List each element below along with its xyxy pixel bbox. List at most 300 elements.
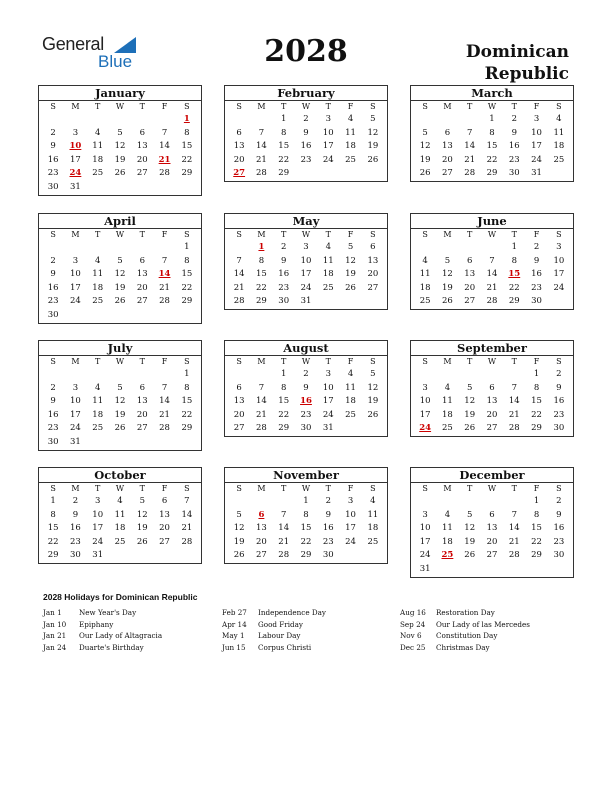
holiday-name: Our Lady of Altagracia: [79, 631, 163, 640]
day-cell: 7: [511, 382, 517, 393]
empty-day-cell: [503, 495, 525, 509]
day-cell: 1: [511, 242, 517, 252]
day-cell: 13: [367, 255, 379, 266]
country-title: Dominican Republic: [465, 42, 569, 84]
day-cell: 23: [47, 423, 59, 434]
weekday-header: S: [370, 230, 376, 239]
day-cell: 13: [486, 396, 498, 407]
weekday-header: F: [347, 357, 354, 366]
day-cell: 7: [161, 255, 168, 266]
holiday-day-cell: 27: [233, 168, 246, 179]
weekday-header: S: [422, 102, 428, 111]
month-name: September: [411, 341, 573, 356]
day-cell: 21: [464, 154, 476, 165]
weekday-header: S: [50, 102, 56, 111]
empty-day-cell: [64, 113, 86, 127]
empty-day-cell: [414, 241, 436, 255]
day-cell: 28: [256, 423, 267, 434]
day-cell: 26: [114, 168, 126, 179]
month-name: March: [411, 86, 573, 101]
day-cell: 25: [345, 409, 356, 420]
day-cell: 8: [280, 382, 287, 393]
day-cell: 17: [345, 523, 356, 534]
day-cell: 4: [556, 114, 562, 124]
day-grid: [39, 229, 201, 323]
month-calendar-july: [38, 340, 202, 451]
day-cell: 7: [466, 127, 473, 138]
day-cell: 8: [258, 255, 265, 266]
empty-day-cell: [64, 368, 86, 382]
day-cell: 3: [94, 496, 101, 506]
holiday-name: Epiphany: [79, 619, 114, 629]
day-cell: 9: [556, 382, 562, 393]
day-cell: 20: [136, 154, 148, 165]
empty-day-cell: [436, 495, 458, 509]
day-cell: 21: [181, 523, 193, 534]
day-cell: 28: [508, 550, 520, 561]
day-cell: 30: [322, 550, 334, 561]
day-cell: 29: [181, 168, 193, 179]
holiday-date: Feb 27: [222, 608, 247, 617]
day-cell: 25: [553, 154, 565, 165]
month-name: October: [39, 468, 201, 483]
day-cell: 19: [114, 154, 126, 165]
day-cell: 6: [139, 382, 145, 393]
day-cell: 16: [47, 282, 59, 293]
day-cell: 14: [278, 523, 290, 534]
day-cell: 26: [114, 296, 126, 307]
day-cell: 2: [325, 496, 331, 506]
empty-day-cell: [109, 241, 131, 255]
day-cell: 9: [303, 382, 309, 393]
weekday-header: T: [95, 484, 101, 493]
day-cell: 11: [345, 127, 356, 138]
day-cell: 5: [422, 127, 428, 138]
day-cell: 15: [181, 269, 193, 280]
empty-day-cell: [436, 368, 458, 382]
day-cell: 4: [94, 382, 101, 393]
empty-day-cell: [228, 368, 250, 382]
day-cell: 9: [280, 255, 287, 266]
day-cell: 12: [136, 509, 148, 520]
day-cell: 10: [70, 269, 81, 280]
day-cell: 16: [300, 141, 312, 152]
weekday-header: S: [422, 484, 428, 493]
month-name: August: [225, 341, 387, 356]
weekday-header: W: [487, 357, 497, 366]
day-cell: 20: [233, 154, 245, 165]
day-cell: 21: [486, 282, 498, 293]
day-cell: 29: [278, 168, 290, 179]
month-name: February: [225, 86, 387, 101]
day-cell: 12: [114, 269, 126, 280]
empty-day-cell: [153, 113, 175, 127]
day-cell: 11: [442, 396, 453, 407]
weekday-header: W: [301, 357, 311, 366]
day-cell: 28: [256, 168, 267, 179]
empty-day-cell: [250, 113, 272, 127]
holiday-row: [222, 607, 412, 619]
day-cell: 24: [300, 282, 312, 293]
day-cell: 29: [531, 423, 542, 434]
day-cell: 5: [466, 382, 473, 393]
day-cell: 19: [464, 536, 476, 547]
day-cell: 18: [442, 536, 453, 547]
weekday-header: S: [556, 102, 562, 111]
day-cell: 21: [159, 409, 170, 420]
day-cell: 23: [300, 409, 312, 420]
day-cell: 28: [508, 423, 520, 434]
day-cell: 16: [47, 409, 59, 420]
holiday-day-cell: 24: [69, 168, 82, 179]
day-cell: 10: [322, 382, 334, 393]
day-cell: 27: [486, 423, 498, 434]
day-cell: 2: [303, 369, 309, 379]
day-cell: 25: [322, 282, 334, 293]
day-cell: 25: [92, 168, 104, 179]
day-cell: 2: [303, 114, 309, 124]
day-cell: 11: [553, 127, 565, 138]
weekday-header: S: [236, 484, 242, 493]
day-cell: 21: [508, 536, 520, 547]
day-cell: 8: [533, 382, 540, 393]
day-cell: 15: [278, 141, 290, 152]
day-cell: 6: [161, 496, 168, 506]
weekday-header: T: [511, 357, 517, 366]
weekday-header: F: [161, 357, 168, 366]
day-cell: 28: [159, 423, 170, 434]
day-cell: 18: [92, 154, 104, 165]
weekday-header: S: [370, 484, 376, 493]
weekday-header: S: [556, 484, 562, 493]
day-cell: 17: [92, 523, 104, 534]
day-cell: 12: [464, 523, 476, 534]
day-cell: 5: [117, 382, 123, 393]
day-cell: 30: [47, 181, 59, 192]
day-cell: 25: [345, 154, 356, 165]
day-cell: 7: [161, 127, 168, 138]
day-cell: 23: [531, 282, 542, 293]
day-cell: 27: [233, 423, 245, 434]
day-cell: 11: [92, 141, 104, 152]
day-cell: 3: [347, 496, 354, 506]
day-cell: 22: [300, 536, 312, 547]
weekday-header: M: [443, 357, 452, 366]
day-cell: 18: [92, 409, 104, 420]
weekday-header: S: [184, 230, 190, 239]
day-cell: 27: [486, 550, 498, 561]
day-cell: 18: [114, 523, 126, 534]
holiday-date: Jan 24: [43, 642, 67, 652]
day-cell: 7: [184, 496, 190, 506]
weekday-header: W: [115, 102, 125, 111]
day-cell: 3: [422, 509, 428, 520]
day-cell: 4: [94, 255, 101, 266]
day-cell: 2: [50, 127, 56, 138]
weekday-header: M: [257, 357, 266, 366]
holiday-row: [43, 619, 233, 631]
day-cell: 27: [136, 423, 148, 434]
weekday-header: T: [95, 357, 101, 366]
day-cell: 30: [553, 423, 565, 434]
day-cell: 27: [367, 282, 379, 293]
holiday-day-cell: 15: [508, 269, 521, 280]
empty-day-cell: [436, 241, 458, 255]
day-cell: 7: [280, 509, 287, 520]
day-cell: 24: [345, 536, 356, 547]
day-cell: 30: [300, 423, 312, 434]
day-cell: 27: [464, 296, 476, 307]
weekday-header: T: [467, 357, 473, 366]
day-cell: 29: [278, 423, 290, 434]
day-cell: 31: [70, 181, 81, 192]
day-cell: 6: [139, 255, 145, 266]
day-cell: 22: [181, 154, 193, 165]
empty-day-cell: [42, 113, 64, 127]
day-cell: 28: [464, 168, 476, 179]
holiday-date: Dec 25: [400, 642, 426, 652]
day-cell: 8: [280, 127, 287, 138]
day-cell: 13: [136, 396, 148, 407]
weekday-header: F: [161, 484, 168, 493]
month-calendar-august: [224, 340, 388, 437]
day-cell: 2: [533, 242, 540, 252]
day-cell: 10: [92, 509, 104, 520]
day-cell: 16: [553, 396, 565, 407]
day-cell: 23: [70, 536, 81, 547]
day-cell: 28: [159, 296, 170, 307]
holiday-date: Jun 15: [222, 642, 246, 652]
day-cell: 4: [117, 496, 123, 506]
weekday-header: T: [467, 484, 473, 493]
empty-day-cell: [87, 113, 109, 127]
day-cell: 21: [508, 409, 520, 420]
day-cell: 5: [347, 242, 354, 252]
day-cell: 20: [486, 409, 498, 420]
day-cell: 7: [258, 382, 265, 393]
day-cell: 20: [256, 536, 267, 547]
day-cell: 28: [486, 296, 498, 307]
day-cell: 12: [367, 382, 379, 393]
day-cell: 6: [489, 382, 495, 393]
empty-day-cell: [87, 241, 109, 255]
day-cell: 23: [300, 154, 312, 165]
day-cell: 17: [419, 409, 431, 420]
weekday-header: T: [281, 102, 287, 111]
day-cell: 8: [303, 509, 309, 520]
holiday-name: Labour Day: [258, 631, 301, 640]
month-name: May: [225, 214, 387, 229]
empty-day-cell: [228, 241, 250, 255]
day-cell: 25: [114, 536, 126, 547]
day-cell: 16: [70, 523, 81, 534]
weekday-header: T: [325, 484, 331, 493]
day-cell: 17: [300, 269, 312, 280]
holiday-column: [43, 607, 233, 653]
day-cell: 5: [444, 255, 451, 266]
day-cell: 3: [533, 114, 540, 124]
weekday-header: S: [422, 357, 428, 366]
day-cell: 20: [136, 409, 148, 420]
holiday-row: [43, 642, 233, 654]
day-cell: 26: [136, 536, 148, 547]
empty-day-cell: [153, 368, 175, 382]
month-name: November: [225, 468, 387, 483]
day-cell: 13: [159, 509, 170, 520]
day-cell: 10: [531, 127, 542, 138]
day-cell: 31: [419, 563, 431, 574]
month-name: April: [39, 214, 201, 229]
weekday-header: W: [301, 230, 311, 239]
holiday-row: [222, 642, 412, 654]
empty-day-cell: [414, 495, 436, 509]
weekday-header: T: [139, 102, 145, 111]
day-cell: 28: [278, 550, 290, 561]
day-cell: 28: [233, 296, 245, 307]
day-cell: 30: [70, 550, 81, 561]
day-grid: [411, 483, 573, 577]
day-cell: 24: [70, 423, 81, 434]
weekday-header: F: [533, 230, 540, 239]
day-cell: 16: [553, 523, 565, 534]
holiday-row: [43, 630, 233, 642]
empty-day-cell: [250, 495, 272, 509]
day-cell: 27: [136, 168, 148, 179]
day-cell: 19: [442, 282, 453, 293]
day-cell: 30: [508, 168, 520, 179]
month-calendar-september: [410, 340, 574, 437]
day-cell: 19: [233, 536, 245, 547]
day-grid: [225, 229, 387, 309]
day-cell: 10: [345, 509, 356, 520]
weekday-header: M: [443, 230, 452, 239]
day-cell: 11: [419, 269, 431, 280]
day-cell: 2: [50, 382, 56, 393]
day-cell: 19: [345, 269, 356, 280]
day-cell: 21: [256, 409, 267, 420]
day-cell: 1: [303, 496, 309, 506]
holiday-row: [222, 619, 412, 631]
day-grid: [411, 101, 573, 181]
day-cell: 9: [556, 509, 562, 520]
empty-day-cell: [228, 495, 250, 509]
day-cell: 2: [556, 496, 562, 506]
day-cell: 31: [322, 423, 334, 434]
day-cell: 26: [419, 168, 431, 179]
day-cell: 26: [442, 296, 453, 307]
holiday-date: May 1: [222, 631, 245, 640]
day-cell: 3: [303, 242, 309, 252]
day-cell: 24: [553, 282, 565, 293]
holiday-date: Apr 14: [222, 619, 247, 629]
empty-day-cell: [109, 113, 131, 127]
day-cell: 30: [47, 436, 59, 447]
day-cell: 4: [444, 382, 451, 393]
day-cell: 12: [233, 523, 245, 534]
empty-day-cell: [459, 113, 481, 127]
day-cell: 20: [233, 409, 245, 420]
day-cell: 29: [181, 296, 193, 307]
month-calendar-february: [224, 85, 388, 182]
day-cell: 23: [47, 168, 59, 179]
empty-day-cell: [109, 368, 131, 382]
holiday-row: [400, 619, 590, 631]
empty-day-cell: [414, 368, 436, 382]
holiday-date: Jan 10: [43, 619, 67, 629]
day-cell: 10: [553, 255, 565, 266]
empty-day-cell: [42, 368, 64, 382]
weekday-header: F: [347, 230, 354, 239]
empty-day-cell: [414, 113, 436, 127]
day-cell: 30: [553, 550, 565, 561]
day-cell: 1: [533, 369, 540, 379]
day-cell: 4: [370, 496, 376, 506]
day-cell: 6: [444, 127, 451, 138]
day-cell: 23: [508, 154, 520, 165]
day-cell: 9: [303, 127, 309, 138]
day-grid: [411, 356, 573, 436]
day-cell: 12: [442, 269, 453, 280]
day-cell: 13: [233, 396, 245, 407]
holiday-row: [222, 630, 412, 642]
day-cell: 4: [422, 255, 428, 266]
day-cell: 4: [347, 114, 354, 124]
month-calendar-april: [38, 213, 202, 324]
day-cell: 2: [50, 255, 56, 266]
day-cell: 26: [464, 423, 476, 434]
day-cell: 31: [531, 168, 542, 179]
day-cell: 29: [300, 550, 312, 561]
weekday-header: M: [257, 484, 266, 493]
day-cell: 5: [370, 114, 376, 124]
day-cell: 5: [117, 127, 123, 138]
day-grid: [225, 483, 387, 563]
empty-day-cell: [87, 368, 109, 382]
holiday-row: [400, 607, 590, 619]
day-cell: 12: [464, 396, 476, 407]
day-cell: 19: [114, 409, 126, 420]
month-calendar-october: [38, 467, 202, 564]
day-cell: 13: [442, 141, 453, 152]
day-cell: 31: [70, 436, 81, 447]
holiday-day-cell: 10: [69, 141, 82, 152]
day-cell: 14: [486, 269, 498, 280]
empty-day-cell: [64, 241, 86, 255]
day-cell: 9: [50, 396, 56, 407]
weekday-header: S: [184, 484, 190, 493]
day-cell: 1: [533, 496, 540, 506]
day-cell: 18: [442, 409, 453, 420]
day-cell: 19: [136, 523, 148, 534]
day-cell: 31: [300, 296, 312, 307]
day-cell: 8: [184, 255, 190, 266]
weekday-header: F: [161, 230, 168, 239]
day-cell: 22: [508, 282, 520, 293]
holiday-row: [400, 630, 590, 642]
empty-day-cell: [459, 495, 481, 509]
weekday-header: M: [257, 230, 266, 239]
weekday-header: T: [139, 484, 145, 493]
day-cell: 14: [233, 269, 245, 280]
day-cell: 6: [489, 509, 495, 520]
day-grid: [39, 101, 201, 195]
day-cell: 13: [233, 141, 245, 152]
day-cell: 17: [419, 536, 431, 547]
day-cell: 18: [419, 282, 431, 293]
empty-day-cell: [131, 113, 153, 127]
day-cell: 22: [278, 409, 290, 420]
day-cell: 11: [114, 509, 126, 520]
